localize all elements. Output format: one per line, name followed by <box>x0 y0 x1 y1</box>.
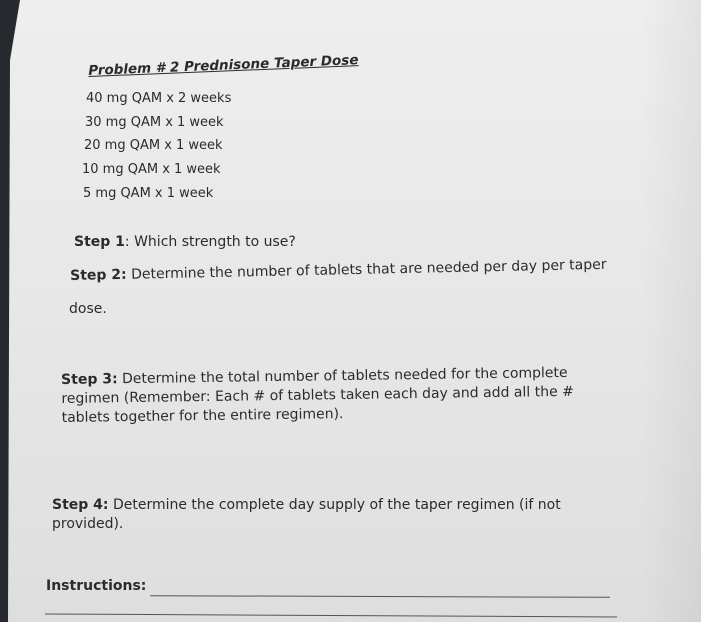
dose-line-2: 30 mg QAM x 1 week <box>85 115 224 130</box>
step-3-line-1: Determine the total number of tablets needed for the complete <box>117 364 568 388</box>
dose-line-5: 5 mg QAM x 1 week <box>83 186 214 201</box>
step-1-text: : Which strength to use? <box>124 234 296 250</box>
step-3-label: Step 3: <box>61 371 118 388</box>
step-3-line-3: tablets together for the entire regimen). <box>61 406 344 426</box>
step-1 <box>74 234 296 250</box>
dose-line-3: 20 mg QAM x 1 week <box>84 138 223 153</box>
instructions-label: Instructions: <box>46 578 147 594</box>
dose-line-1: 40 mg QAM x 2 weeks <box>86 91 232 106</box>
step-1-label: Step 1 <box>74 234 125 250</box>
step-3 <box>61 364 574 428</box>
step-4-line-2: provided). <box>52 516 124 532</box>
step-3-line-2: regimen (Remember: Each # of tablets taken each day and add all the # <box>61 383 574 407</box>
dose-line-4: 10 mg QAM x 1 week <box>82 162 221 177</box>
step-4-label: Step 4: <box>52 497 109 513</box>
step-2-line-2: dose. <box>69 301 107 317</box>
step-2-line-1: Determine the number of tablets that are needed per day per taper <box>126 256 607 283</box>
step-4 <box>52 496 561 534</box>
problem-title: Problem # 2 Prednisone Taper Dose <box>88 52 359 79</box>
step-2-label: Step 2: <box>70 266 127 284</box>
step-4-line-1: Determine the complete day supply of the taper regimen (if not <box>108 497 561 513</box>
